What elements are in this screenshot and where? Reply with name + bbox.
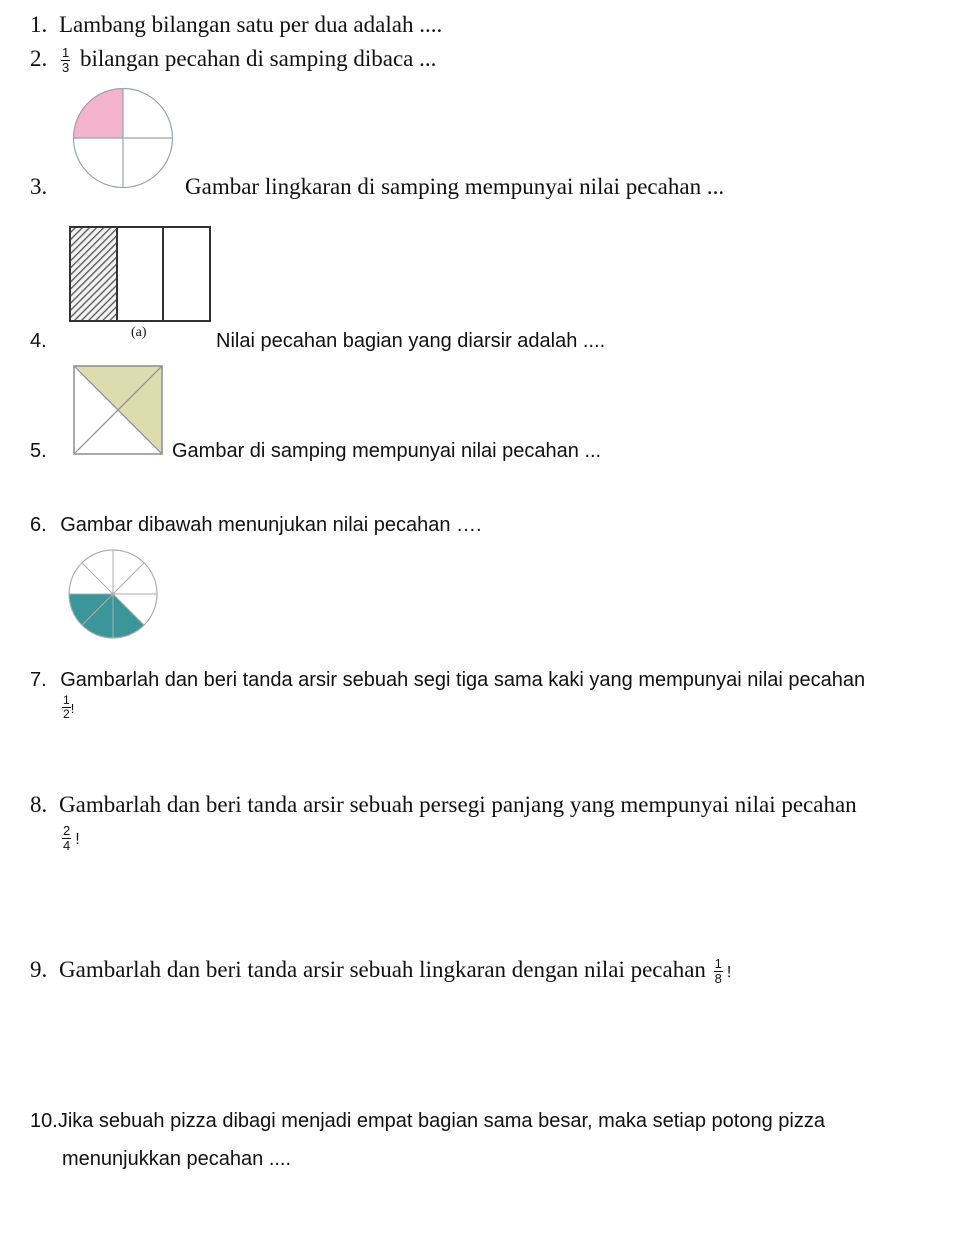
question-text: Jika sebuah pizza dibagi menjadi empat bagian sama besar, maka setiap potong pizza bbox=[57, 1110, 825, 1132]
question-text: Gambarlah dan beri tanda arsir sebuah segi tiga sama kaki yang mempunyai nilai pecahan bbox=[60, 669, 866, 691]
fraction bbox=[62, 694, 71, 721]
question-text: Gambarlah dan beri tanda arsir sebuah persegi panjang yang mempunyai nilai pecahan bbox=[59, 792, 857, 817]
exclamation: ! bbox=[75, 831, 80, 848]
question-9 bbox=[30, 957, 731, 986]
question-text: bilangan pecahan di samping dibaca ... bbox=[79, 46, 437, 71]
question-text-continued: menunjukkan pecahan .... bbox=[62, 1148, 292, 1170]
fraction-numerator: 1 bbox=[63, 693, 70, 707]
question-text: Gambar di samping mempunyai nilai pecahan ... bbox=[172, 440, 602, 462]
question-2 bbox=[30, 46, 436, 75]
question-5 bbox=[172, 440, 601, 463]
fraction-numerator: 1 bbox=[62, 45, 70, 61]
question-8 bbox=[30, 792, 857, 818]
exclamation: ! bbox=[70, 700, 75, 716]
question-3-number bbox=[30, 174, 47, 200]
figure-caption: (a) bbox=[131, 325, 147, 340]
fraction bbox=[61, 46, 70, 75]
question-number: 5. bbox=[30, 440, 47, 462]
fraction-numerator: 1 bbox=[714, 956, 722, 972]
fraction bbox=[714, 957, 723, 986]
fraction-denominator: 2 bbox=[63, 707, 70, 721]
question-text: Gambarlah dan beri tanda arsir sebuah lingkaran dengan nilai pecahan bbox=[59, 957, 706, 982]
question-number: 3. bbox=[30, 174, 48, 199]
question-1 bbox=[30, 12, 442, 38]
question-7-fraction-line bbox=[60, 694, 74, 721]
question-4 bbox=[216, 330, 605, 353]
exclamation: ! bbox=[726, 964, 732, 981]
question-number: 10. bbox=[30, 1110, 58, 1132]
fraction-numerator: 2 bbox=[63, 823, 71, 839]
eighths-circle-figure bbox=[67, 548, 159, 640]
fraction-denominator: 3 bbox=[62, 60, 70, 76]
question-text: Gambar lingkaran di samping mempunyai nilai pecahan ... bbox=[185, 174, 725, 199]
question-7 bbox=[30, 669, 865, 692]
question-10-continued bbox=[62, 1148, 291, 1171]
question-number: 1. bbox=[30, 12, 48, 37]
question-number: 2. bbox=[30, 46, 48, 71]
question-5-number bbox=[30, 440, 47, 463]
question-number: 9. bbox=[30, 957, 48, 982]
question-8-fraction-line bbox=[60, 824, 80, 853]
question-number: 6. bbox=[30, 514, 47, 536]
question-text: Lambang bilangan satu per dua adalah .... bbox=[59, 12, 443, 37]
question-number: 7. bbox=[30, 669, 47, 691]
question-4-number bbox=[30, 330, 47, 353]
question-number: 4. bbox=[30, 330, 47, 352]
fraction-denominator: 4 bbox=[63, 838, 71, 854]
quarter-circle-figure bbox=[73, 88, 173, 188]
hatched-part bbox=[70, 227, 117, 321]
fraction bbox=[62, 824, 71, 853]
hatched-rectangle-figure bbox=[69, 226, 211, 322]
question-text: Nilai pecahan bagian yang diarsir adalah .... bbox=[216, 330, 606, 352]
question-3 bbox=[185, 174, 724, 200]
fraction-denominator: 8 bbox=[714, 971, 722, 987]
question-number: 8. bbox=[30, 792, 48, 817]
shaded-slice-3 bbox=[113, 594, 144, 638]
diagonal-square-figure bbox=[72, 364, 164, 456]
question-text: Gambar dibawah menunjukan nilai pecahan …. bbox=[60, 514, 482, 536]
question-6 bbox=[30, 514, 482, 537]
question-10 bbox=[30, 1110, 825, 1133]
